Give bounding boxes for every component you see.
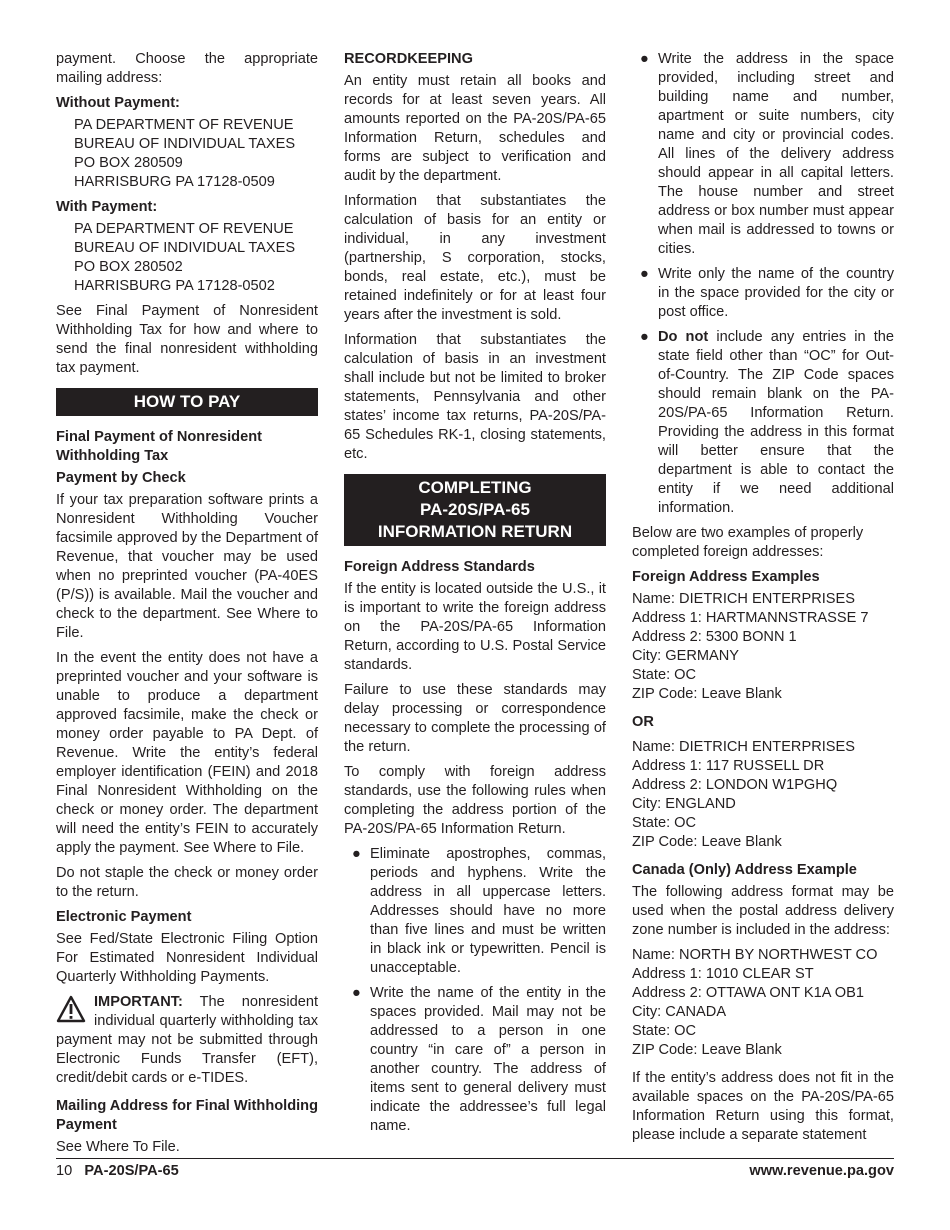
example-line: Name: DIETRICH ENTERPRISES [632,739,855,755]
example-line: State: OC [632,1023,697,1039]
electronic-payment-text: See Fed/State Electronic Filing Option For Estimated Nonresident Individual Quarterly Withholding Payments. [56,931,318,985]
staple-text: Do not staple the check or money order to the return. [56,865,318,900]
examples-intro: Below are two examples of properly completed foreign addresses: [632,525,864,560]
list-item [632,50,894,259]
example-line: City: CANADA [632,1004,727,1020]
foreign-address-heading: Foreign Address Standards [344,559,535,575]
with-payment-heading: With Payment: [56,199,158,215]
mailing-address-heading: Mailing Address for Final Withholding Payment [56,1098,319,1133]
example-line: Address 1: HARTMANNSTRASSE 7 [632,610,869,626]
list-item [632,328,894,518]
payment-by-check-heading: Payment by Check [56,470,186,486]
column-2 [344,50,606,1142]
form-name: PA-20S/PA-65 [84,1163,179,1179]
final-statement-text: If the entity’s address does not fit in the available spaces on the PA-20S/PA-65 Information Return using this format, please include a separate statement [632,1070,894,1143]
list-item [344,845,606,978]
list-item [632,265,894,322]
bullet-icon: ● [640,51,649,67]
list-item-text: Eliminate apostrophes, commas, periods and hyphens. Write the address in all uppercase letters. Addresses should have no more than five lines and must be written in black ink or typewritten. Pencil is unacceptable. [370,846,606,976]
address-line: BUREAU OF INDIVIDUAL TAXES [74,136,296,152]
footer-left [56,1163,179,1179]
example-line: City: ENGLAND [632,796,736,812]
foreign-examples-heading: Foreign Address Examples [632,569,820,585]
canada-example-heading: Canada (Only) Address Example [632,862,857,878]
without-payment-heading: Without Payment: [56,95,180,111]
banner-line: COMPLETING [418,478,532,497]
example-line: State: OC [632,667,697,683]
example-address-2 [632,738,894,852]
column-1 [56,50,318,1163]
address-line: PA DEPARTMENT OF REVENUE [74,221,294,237]
example-line: State: OC [632,815,697,831]
banner-line: INFORMATION RETURN [377,522,573,541]
foreign-paragraph-2: Failure to use these standards may delay processing or correspondence necessary to complete the processing of the return. [344,682,606,755]
bullet-icon: ● [640,329,649,345]
bullet-icon: ● [352,846,361,862]
example-line: Address 1: 117 RUSSELL DR [632,758,825,774]
example-line: Name: NORTH BY NORTHWEST CO [632,947,878,963]
example-line: Address 2: OTTAWA ONT K1A OB1 [632,985,864,1001]
recordkeeping-paragraph-3: Information that substantiates the calculation of basis in an investment shall include but not be limited to broker statements, Pennsylvania and other states’ income tax returns, PA-20S/PA-65 Schedules RK-1, closing statements, etc. [344,332,606,462]
address-line: HARRISBURG PA 17128-0509 [74,174,275,190]
address-line: PO BOX 280502 [74,259,183,275]
footer-website-link[interactable]: www.revenue.pa.gov [749,1163,894,1179]
example-address-3 [632,946,894,1060]
canada-intro: The following address format may be used when the postal address delivery zone number is included in the address: [632,884,894,938]
see-final-text: See Final Payment of Nonresident Withholding Tax for how and where to send the final nonresident withholding tax payment. [56,303,318,376]
page-number: 10 [56,1163,73,1179]
how-to-pay-banner: HOW TO PAY [56,388,318,416]
address-line: PA DEPARTMENT OF REVENUE [74,117,294,133]
list-item-text: Write only the name of the country in the space provided for the city or post office. [658,266,894,320]
final-payment-heading: Final Payment of Nonresident Withholding Tax [56,429,262,464]
address-line: PO BOX 280509 [74,155,183,171]
example-line: Address 2: LONDON W1PGHQ [632,777,838,793]
important-notice [56,993,318,1088]
foreign-paragraph-3: To comply with foreign address standards, use the following rules when completing the address portion of the PA-20S/PA-65 Information Return. [344,764,606,837]
important-text: The nonresident individual quarterly withholding tax payment may not be submitted through Electronic Funds Transfer (EFT), credit/debit cards or e-TIDES. [56,994,318,1086]
intro-text: payment. Choose the appropriate mailing address: [56,51,318,86]
foreign-paragraph-1: If the entity is located outside the U.S., it is important to write the foreign address on the PA-20S/PA-65 Information Return, according to U.S. Postal Service standards. [344,581,606,673]
recordkeeping-paragraph-1: An entity must retain all books and records for at least seven years. All amounts reported on the PA-20S/PA-65 Information Return, schedules and forms are subject to verification and audit by the department. [344,73,606,184]
example-line: ZIP Code: Leave Blank [632,686,782,702]
check-paragraph-2: In the event the entity does not have a preprinted voucher and your software is unable to produce a department approved facsimile, make the check or money order payable to PA Dept. of Revenue. Write the entity’s federal employer identification (FEIN) and 2018 Final Nonresident Withholding on the check or money order. The department will need the entity’s FEIN to accurately apply the payment. See Where to File. [56,650,318,856]
recordkeeping-paragraph-2: Information that substantiates the calculation of basis for an entity or individual, in any investment (partnership, S corporation, stocks, bonds, real estate, etc.), must be retained indefinitely or for at least four years after the investment is sold. [344,193,606,323]
address-line: BUREAU OF INDIVIDUAL TAXES [74,240,296,256]
rules-list-continued [632,50,894,518]
example-line: ZIP Code: Leave Blank [632,1042,782,1058]
or-label: OR [632,714,654,730]
bullet-icon: ● [640,266,649,282]
footer-rule [56,1158,894,1159]
warning-icon [56,995,86,1023]
list-item-text: Write the address in the space provided, including street and building name and number, apartment or suite numbers, city name and city or provincial codes. All lines of the delivery address should appear in all capital letters. The house number and street address or box number must appear when mail is addressed to towns or cities. [658,51,894,257]
bullet-icon: ● [352,985,361,1001]
with-payment-address [74,220,318,296]
column-3 [632,50,894,1151]
example-line: Name: DIETRICH ENTERPRISES [632,591,855,607]
example-address-1 [632,590,894,704]
do-not-label: Do not [658,329,709,345]
example-line: Address 1: 1010 CLEAR ST [632,966,814,982]
example-line: ZIP Code: Leave Blank [632,834,782,850]
banner-line: PA-20S/PA-65 [420,500,530,519]
check-paragraph-1: If your tax preparation software prints a Nonresident Withholding Voucher facsimile approved by the Department of Revenue, that voucher may be used when no preprinted voucher (PA-40ES (P/S)) is available. Mail the voucher and check to the department. See Where to File. [56,492,319,641]
recordkeeping-heading: RECORDKEEPING [344,51,473,67]
example-line: City: GERMANY [632,648,740,664]
rules-list [344,845,606,1136]
list-item-text: include any entries in the state field other than “OC” for Out-of-Country. The ZIP Code spaces should remain blank on the PA-20S/PA-65 Information Return. Providing the address in this format will better ensure that the department is able to contact the entity if we need additional information. [658,329,894,516]
mailing-address-text: See Where To File. [56,1139,180,1155]
without-payment-address [74,116,318,192]
completing-return-banner [344,474,606,546]
electronic-payment-heading: Electronic Payment [56,909,192,925]
example-line: Address 2: 5300 BONN 1 [632,629,797,645]
list-item [344,984,606,1136]
list-item-text: Write the name of the entity in the spaces provided. Mail may not be addressed to a person in one country “in care of” a person in another country. The address of items sent to general delivery must indicate the addressee’s full legal name. [370,985,606,1134]
important-label: IMPORTANT: [94,994,183,1010]
address-line: HARRISBURG PA 17128-0502 [74,278,275,294]
